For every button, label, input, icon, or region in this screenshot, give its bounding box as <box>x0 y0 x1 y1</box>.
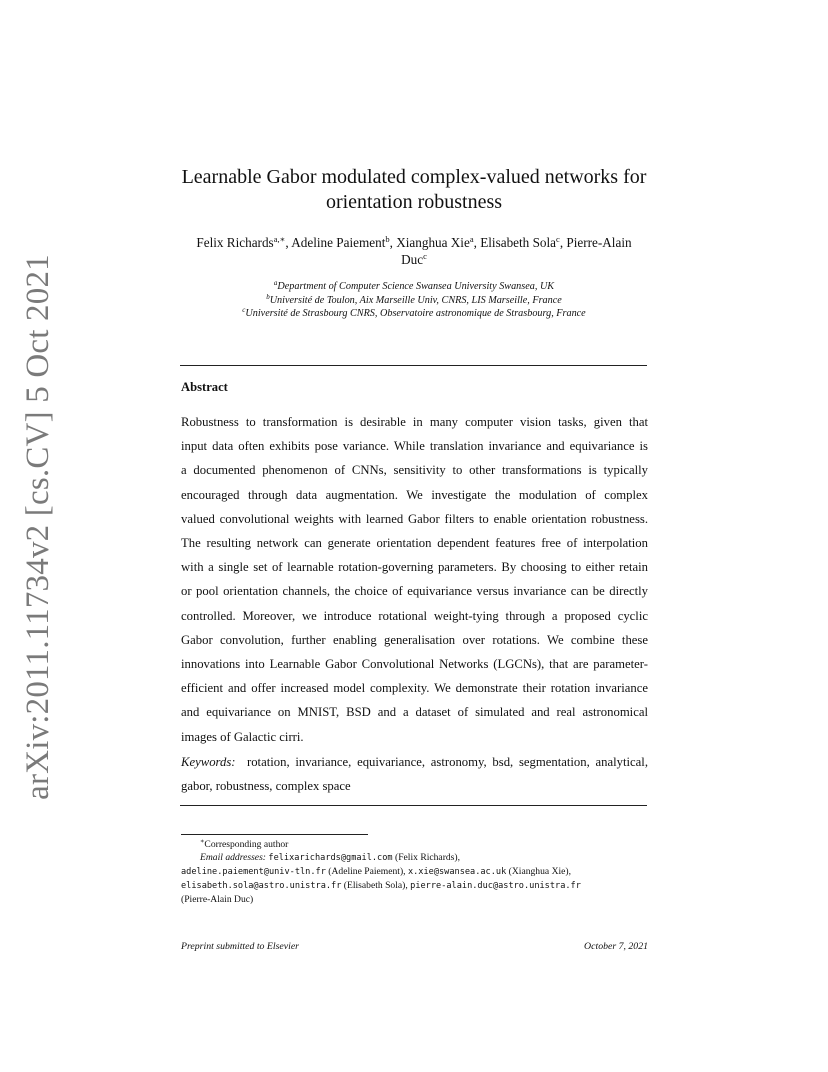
author-affil-marker: c <box>556 234 560 244</box>
abstract-line: or pool orientation channels, the choice of equivariance versus invariance can be directly <box>181 584 648 599</box>
author-separator: , <box>285 235 292 250</box>
author-separator: , <box>473 235 481 250</box>
affiliation-list <box>168 280 660 321</box>
abstract-body <box>181 410 648 749</box>
email-line-3 <box>181 879 648 893</box>
abstract-line: a documented phenomenon of CNNs, sensitivity to other transformations is typically <box>181 463 648 478</box>
author-name: Pierre-Alain <box>566 235 632 250</box>
author-list <box>168 234 660 268</box>
abstract-bottom-rule <box>180 805 647 806</box>
abstract-line: with a single set of learnable rotation-governing parameters. By choosing to either retain <box>181 560 648 575</box>
email-label: Email addresses: <box>200 852 266 863</box>
author-name: Felix Richards <box>196 235 274 250</box>
author-separator: , <box>389 235 397 250</box>
paper-title <box>150 165 678 215</box>
footnote-marker: ∗ <box>200 838 205 845</box>
keywords-label: Keywords: <box>181 755 236 769</box>
email-owner: (Adeline Paiement), <box>328 866 406 877</box>
email-line-4: (Pierre-Alain Duc) <box>181 894 254 905</box>
abstract-line: input data often exhibits pose variance. While translation invariance and equivariance is <box>181 439 648 454</box>
author-separator: , <box>559 235 567 250</box>
abstract-line: efficient and offer increased model complexity. We demonstrate their rotation invariance <box>181 681 648 696</box>
affiliation-text: Université de Strasbourg CNRS, Observatoire astronomique de Strasbourg, France <box>245 308 586 319</box>
affiliation-item <box>168 280 660 294</box>
email-owner: (Felix Richards), <box>395 852 461 863</box>
email-line-1 <box>181 851 648 865</box>
keywords <box>181 750 648 798</box>
abstract-line: valued convolutional weights with learned Gabor filters to enable orientation robustness. <box>181 511 648 526</box>
arxiv-identifier: arXiv:2011.11734v2 [cs.CV] 5 Oct 2021 <box>19 254 56 800</box>
footnote-rule <box>181 834 368 835</box>
email-link[interactable]: felixarichards@gmail.com <box>268 853 393 863</box>
affiliation-item <box>168 307 660 321</box>
corresponding-author-note <box>181 838 648 851</box>
affiliation-marker: b <box>266 292 270 301</box>
affiliation-text: Université de Toulon, Aix Marseille Univ, CNRS, LIS Marseille, France <box>269 294 562 306</box>
author-affil-marker: a,∗ <box>273 234 286 244</box>
page-footer <box>181 941 648 952</box>
email-owner: (Xianghua Xie), <box>508 866 572 877</box>
keywords-line-1: rotation, invariance, equivariance, astronomy, bsd, segmentation, analytical, <box>246 755 648 769</box>
author-name: Adeline Paiement <box>291 235 386 250</box>
affiliation-marker: a <box>273 279 278 287</box>
abstract-line: Gabor convolution, further enabling generalisation over rotations. We combine these <box>181 632 648 647</box>
author-name: Xianghua Xie <box>396 235 470 250</box>
abstract-line: and equivariance on MNIST, BSD and a dataset of simulated and real astronomical <box>181 705 648 720</box>
email-line-2 <box>181 865 648 879</box>
author-affil-marker: c <box>423 251 427 261</box>
affiliation-item <box>168 294 660 308</box>
abstract-line: The resulting network can generate orientation dependent features free of interpolation <box>181 536 648 551</box>
footnotes <box>181 838 648 906</box>
email-link[interactable]: elisabeth.sola@astro.unistra.fr <box>181 881 342 891</box>
affiliation-text: Department of Computer Science Swansea University Swansea, UK <box>277 281 555 292</box>
abstract-line: images of Galactic cirri. <box>181 729 304 744</box>
abstract-heading: Abstract <box>181 380 228 394</box>
email-link[interactable]: adeline.paiement@univ-tln.fr <box>181 867 326 877</box>
author-affil-marker: b <box>385 234 390 244</box>
corresponding-author-text: Corresponding author <box>204 839 289 850</box>
author-affil-marker: a <box>469 234 474 244</box>
email-link[interactable]: x.xie@swansea.ac.uk <box>407 867 507 877</box>
author-name: Duc <box>401 252 424 267</box>
footer-date: October 7, 2021 <box>584 941 648 952</box>
abstract-line: encouraged through data augmentation. We investigate the modulation of complex <box>181 487 648 502</box>
email-link[interactable]: pierre-alain.duc@astro.unistra.fr <box>410 881 581 891</box>
footer-journal-note: Preprint submitted to Elsevier <box>181 941 299 952</box>
affiliation-marker: c <box>242 306 246 314</box>
title-line-1: Learnable Gabor modulated complex-valued networks for <box>181 166 647 188</box>
abstract-line: innovations into Learnable Gabor Convolutional Networks (LGCNs), that are parameter- <box>181 657 648 672</box>
keywords-line-2: gabor, robustness, complex space <box>181 779 351 794</box>
arxiv-stamp <box>12 254 64 800</box>
email-owner: (Elisabeth Sola), <box>343 880 408 891</box>
abstract-line: Robustness to transformation is desirable in many computer vision tasks, given that <box>181 415 648 429</box>
title-line-2: orientation robustness <box>325 191 503 213</box>
author-name: Elisabeth Sola <box>480 235 557 250</box>
abstract-line: controlled. Moreover, we introduce rotational weight-tying through a proposed cyclic <box>181 608 648 623</box>
abstract-top-rule <box>180 365 647 366</box>
